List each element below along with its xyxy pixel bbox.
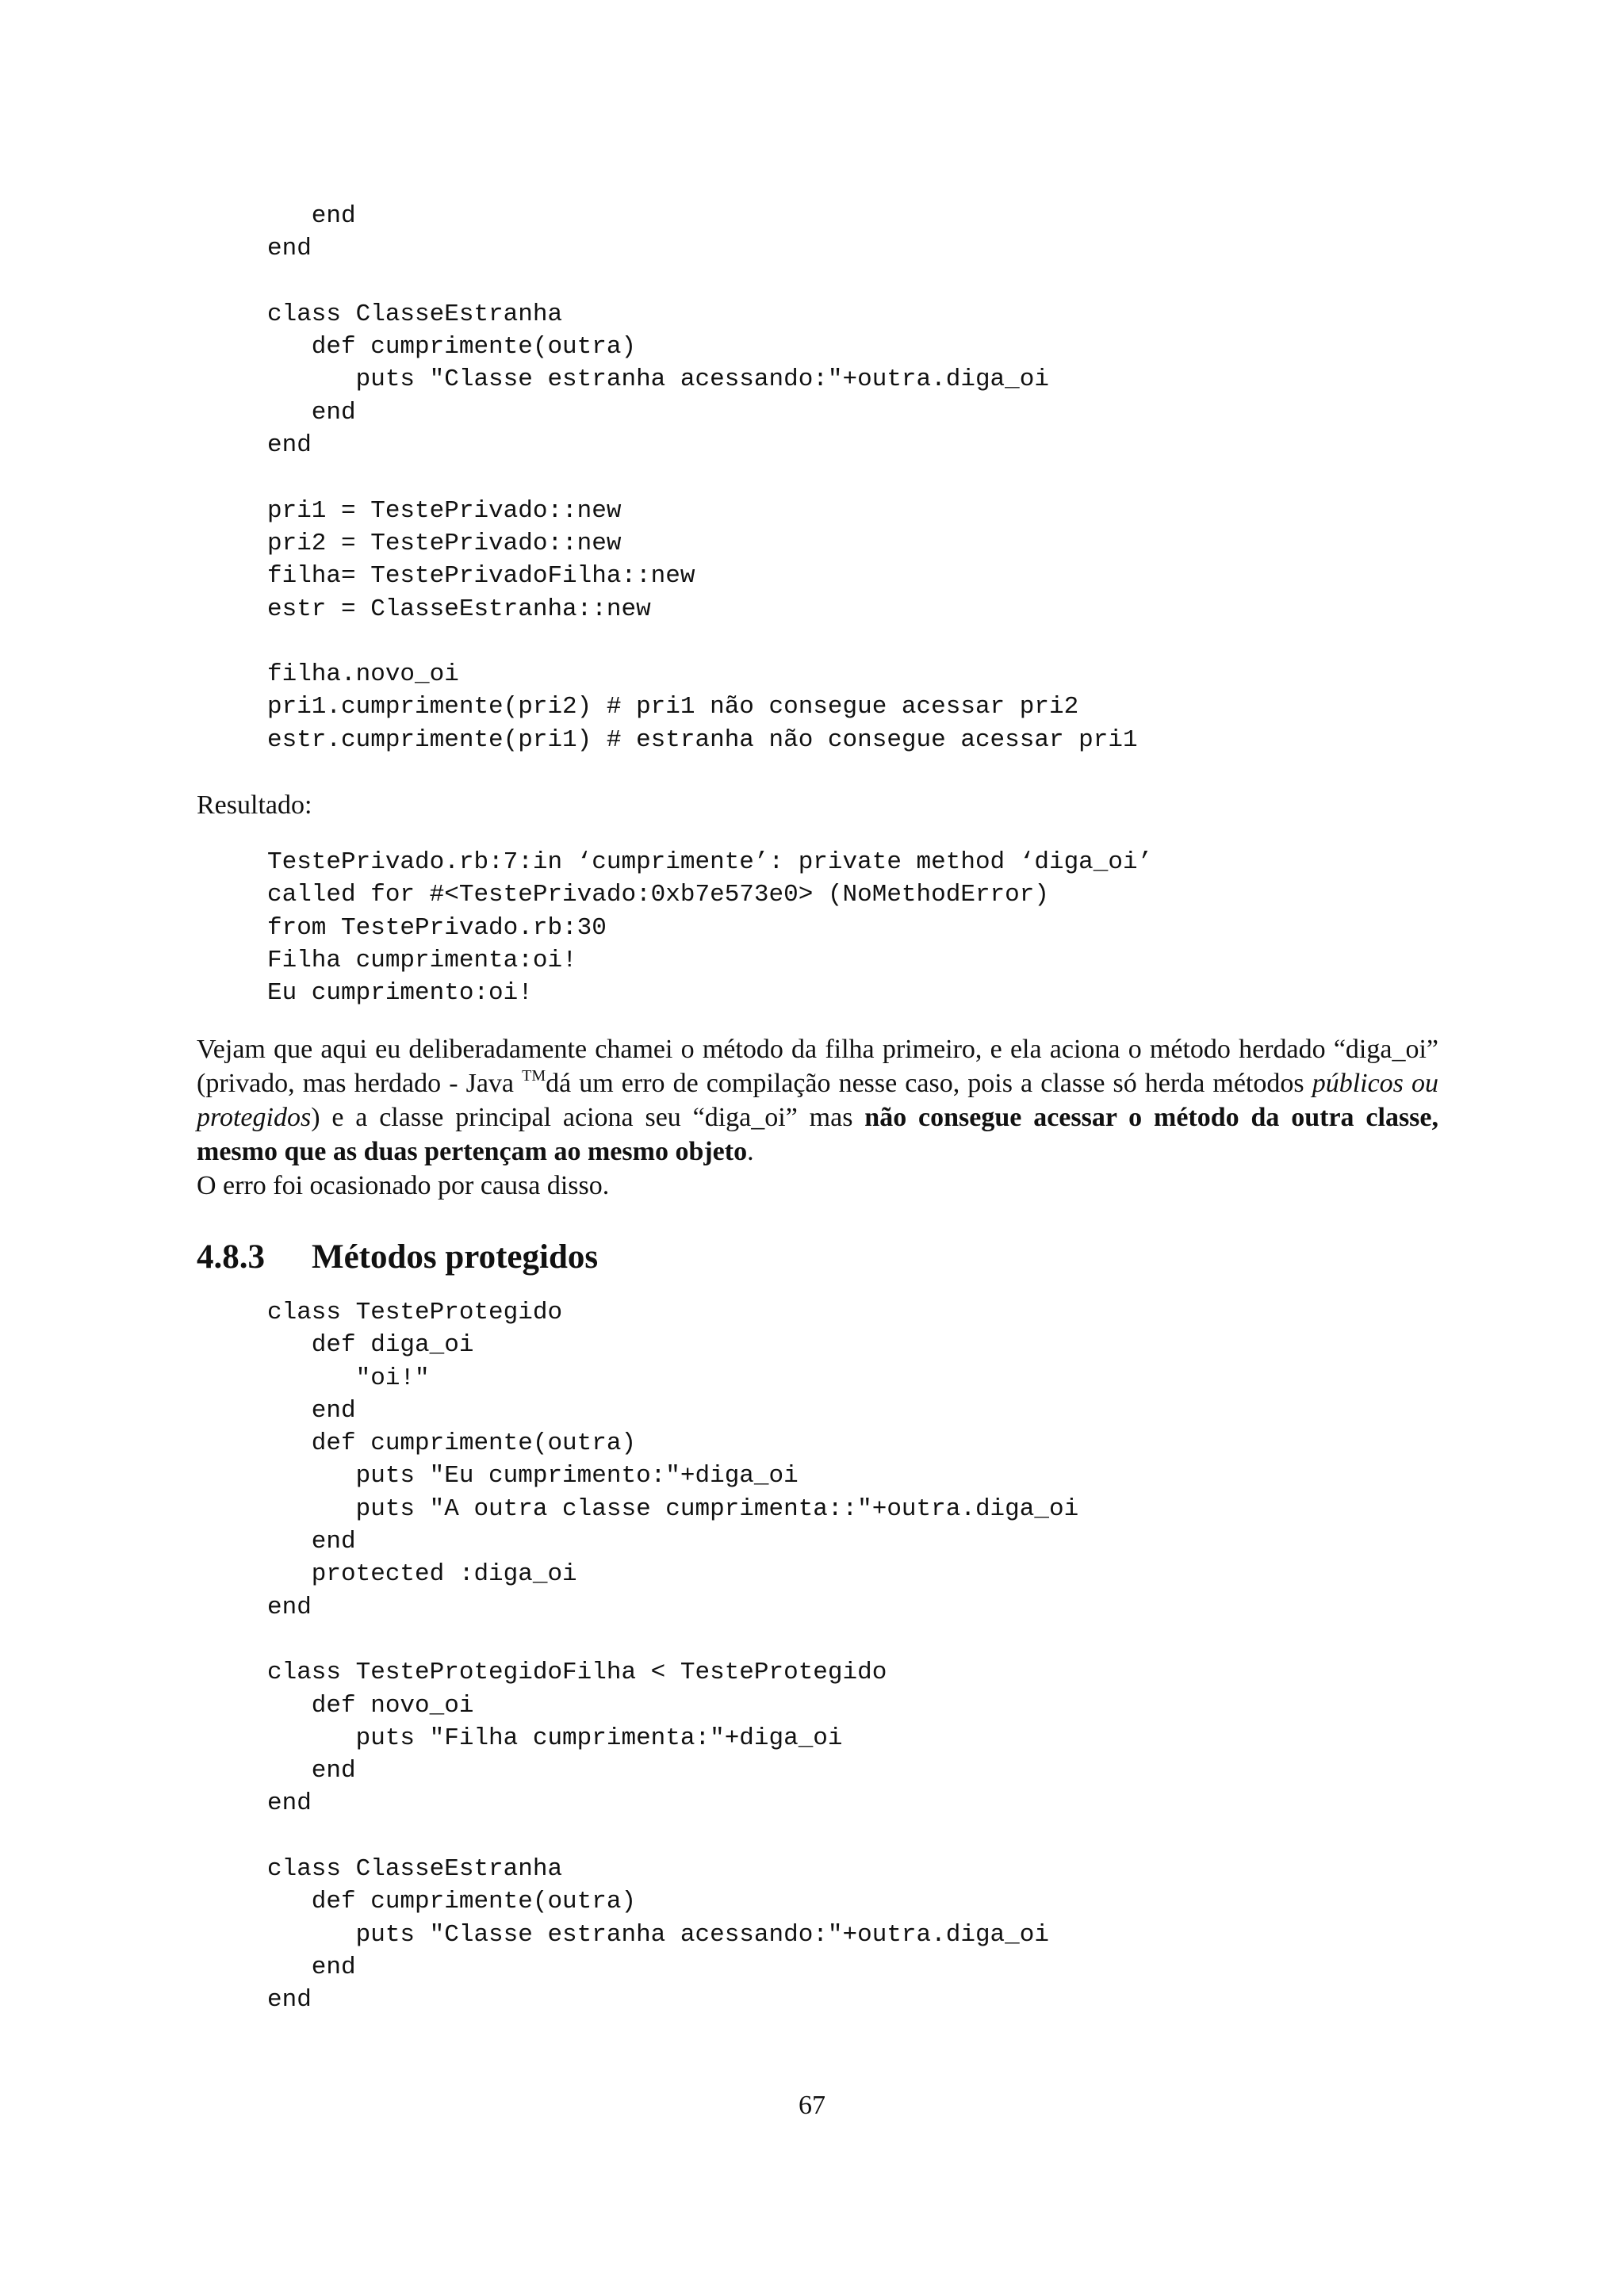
- code-line: def cumprimente(outra): [267, 1429, 637, 1458]
- code-line: "oi!": [267, 1364, 430, 1392]
- code-line: puts "Filha cumprimenta:"+diga_oi: [267, 1724, 843, 1752]
- explanation-text-1: Vejam que aqui eu deliberadamente chamei o método da filha primeiro, e ela aciona o método herdado “diga_oi” (privado, mas herdado - Java: [197, 1035, 1438, 1098]
- trademark-mark: TM: [522, 1067, 546, 1085]
- code-line: class TesteProtegido: [267, 1299, 563, 1326]
- code-line: from TestePrivado.rb:30: [267, 913, 607, 942]
- code-line: def cumprimente(outra): [267, 1888, 637, 1916]
- section-title: Métodos protegidos: [312, 1238, 599, 1276]
- code-line: estr.cumprimente(pri1) # estranha não consegue acessar pri1: [267, 725, 1138, 754]
- code-line: Eu cumprimento:oi!: [267, 979, 533, 1008]
- code-line: end: [267, 1593, 312, 1621]
- code-line: end: [267, 235, 312, 263]
- code-line: estr = ClasseEstranha::new: [267, 595, 651, 623]
- code-line: puts "Eu cumprimento:"+diga_oi: [267, 1462, 799, 1490]
- explanation-paragraph: [197, 1032, 1438, 1169]
- code-line: end: [267, 1396, 356, 1425]
- code-line: puts "A outra classe cumprimenta::"+outra.diga_oi: [267, 1494, 1079, 1523]
- code-line: pri1 = TestePrivado::new: [267, 496, 622, 525]
- section-heading: [197, 1235, 598, 1280]
- code-line: end: [267, 1986, 312, 2015]
- section-number: 4.8.3: [197, 1238, 265, 1276]
- explanation-bold: não consegue acessar o método da outra classe, mesmo que as duas pertençam ao mesmo objeto: [197, 1103, 1438, 1166]
- code-line: TestePrivado.rb:7:in ‘cumprimente’: private method ‘diga_oi’: [267, 848, 1153, 876]
- code-line: def novo_oi: [267, 1691, 474, 1720]
- code-line: end: [267, 1528, 356, 1556]
- code-line: puts "Classe estranha acessando:"+outra.diga_oi: [267, 365, 1049, 394]
- resultado-label: Resultado:: [197, 790, 312, 820]
- explanation-text-2: dá um erro de compilação nesse caso, pois a classe só herda métodos: [546, 1069, 1312, 1098]
- code-line: def diga_oi: [267, 1331, 474, 1360]
- code-line: class TesteProtegidoFilha < TesteProtegido: [267, 1659, 887, 1687]
- code-line: def cumprimente(outra): [267, 333, 637, 362]
- code-line: protected :diga_oi: [267, 1560, 577, 1589]
- code-line: puts "Classe estranha acessando:"+outra.diga_oi: [267, 1920, 1049, 1949]
- code-output-result: [267, 846, 1152, 1009]
- code-line: end: [267, 1789, 312, 1818]
- page-number: 67: [799, 2091, 825, 2120]
- erro-line: O erro foi ocasionado por causa disso.: [197, 1171, 610, 1200]
- explanation-italic: públicos ou protegidos: [197, 1069, 1438, 1132]
- explanation-text-4: .: [747, 1137, 754, 1166]
- code-line: Filha cumprimenta:oi!: [267, 946, 577, 974]
- code-line: filha= TestePrivadoFilha::new: [267, 562, 695, 591]
- code-line: called for #<TestePrivado:0xb7e573e0> (NoMethodError): [267, 881, 1049, 909]
- code-line: end: [267, 398, 356, 427]
- code-line: pri1.cumprimente(pri2) # pri1 não consegue acessar pri2: [267, 693, 1079, 721]
- code-listing-private-usage: [267, 200, 1138, 756]
- code-line: end: [267, 431, 312, 460]
- code-line: class ClasseEstranha: [267, 300, 563, 328]
- explanation-text-3: ) e a classe principal aciona seu “diga_oi” mas: [311, 1103, 865, 1132]
- code-line: class ClasseEstranha: [267, 1855, 563, 1884]
- code-line: filha.novo_oi: [267, 660, 459, 689]
- code-line: end: [267, 202, 356, 230]
- code-line: end: [267, 1757, 356, 1785]
- code-line: pri2 = TestePrivado::new: [267, 529, 622, 557]
- code-listing-protected: [267, 1296, 1078, 2017]
- code-line: end: [267, 1953, 356, 1981]
